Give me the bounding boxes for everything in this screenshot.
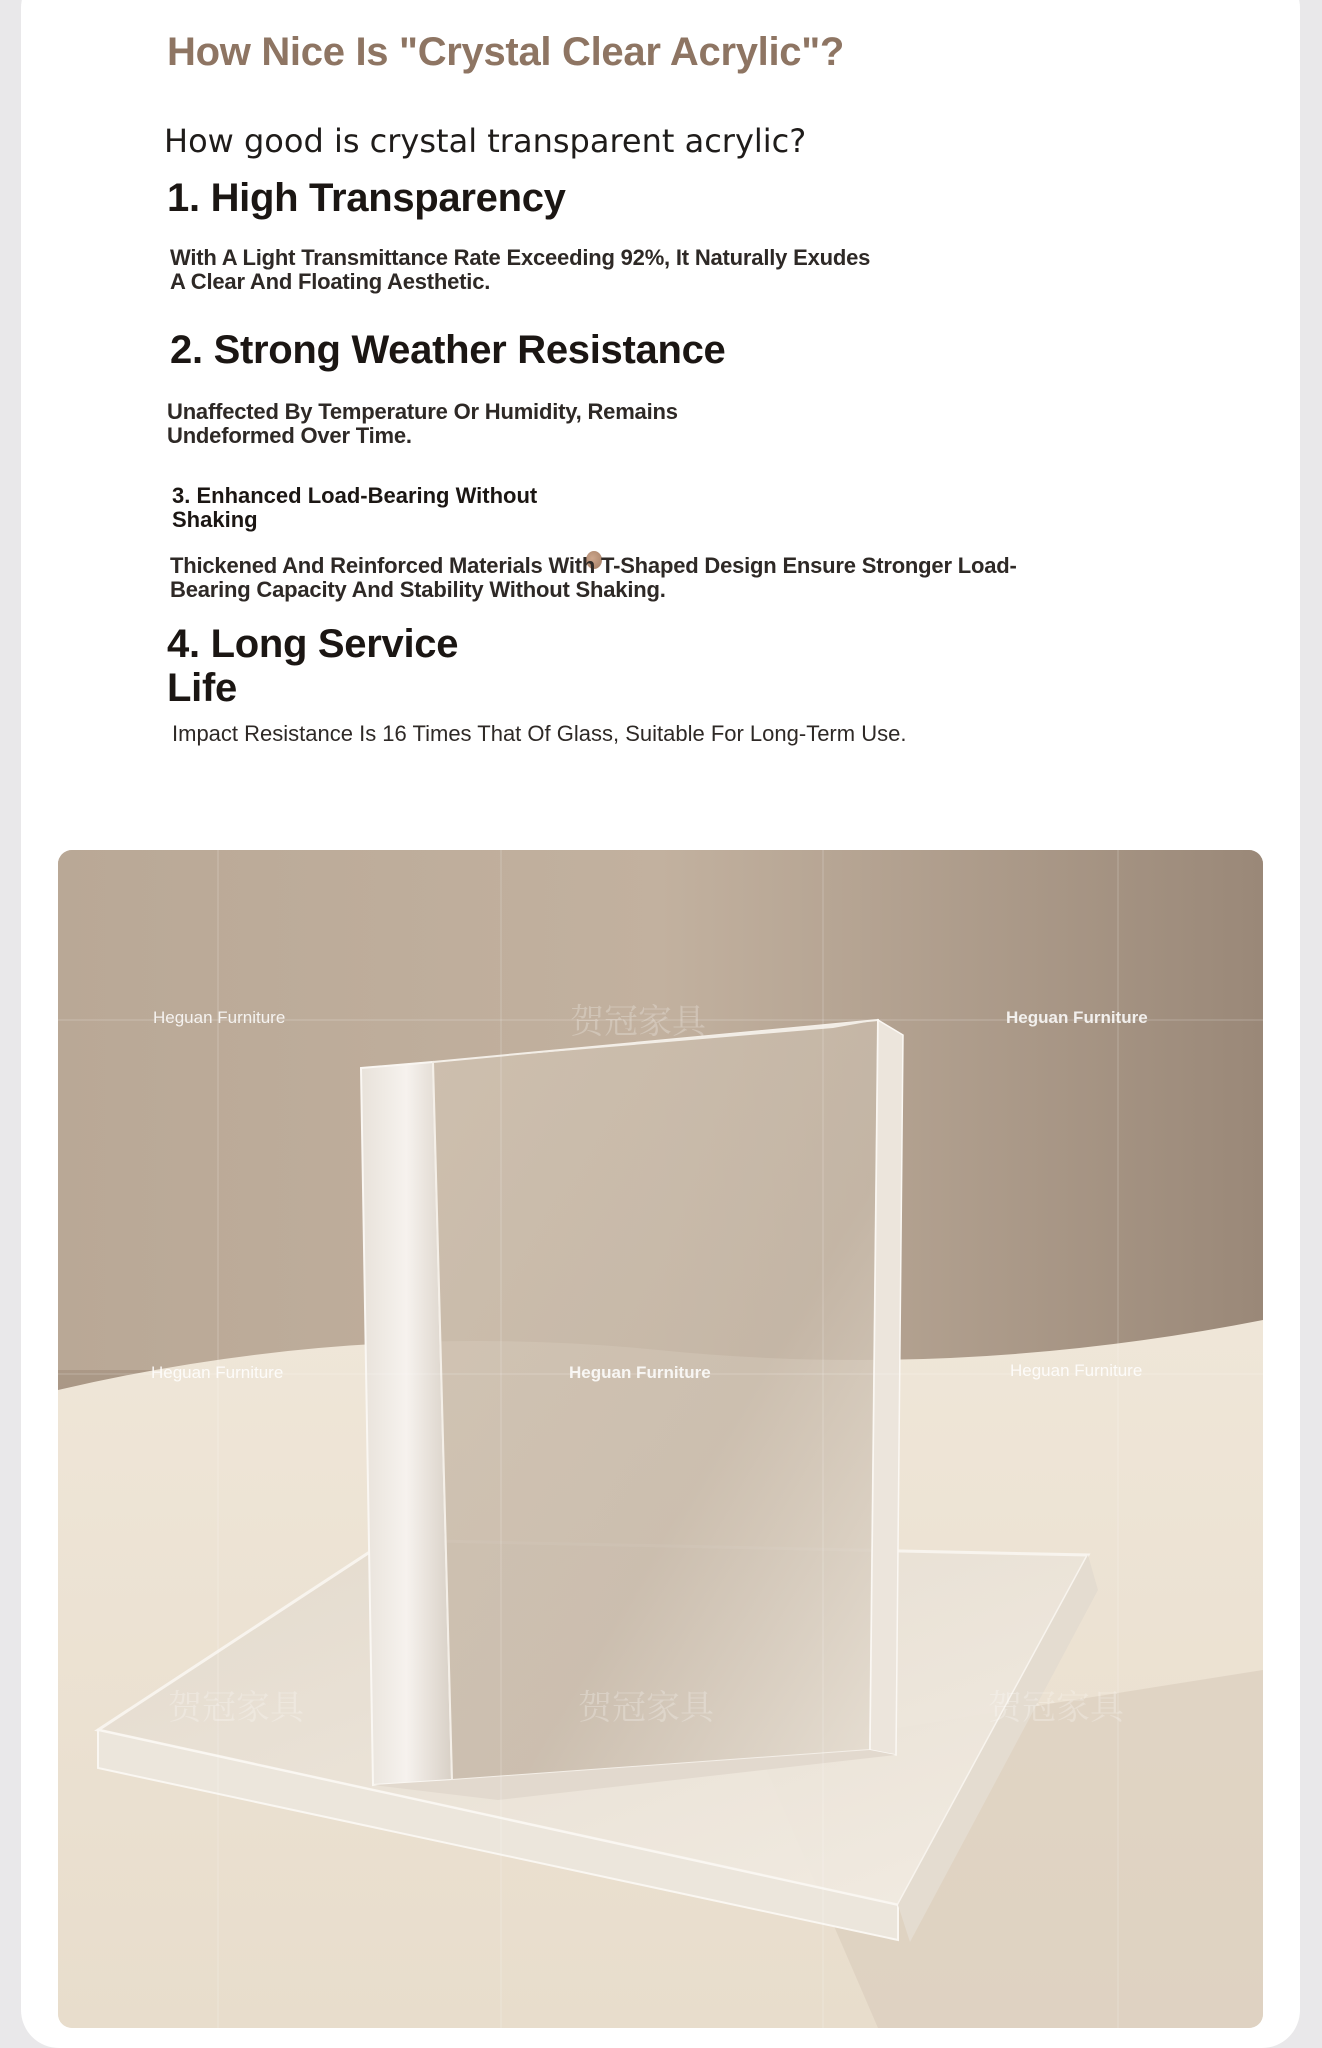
feature-3-heading: 3. Enhanced Load-Bearing Without Shaking	[172, 483, 538, 532]
feature-3-description: Thickened And Reinforced Materials With T-Shaped Design Ensure Stronger Load-Bearing Capacity And Stability Without Shaking.	[170, 553, 1017, 602]
section-title: How Nice Is "Crystal Clear Acrylic"?	[167, 30, 845, 74]
watermark-cn-text: 贺冠家具	[578, 1688, 714, 1728]
watermark-cn-text: 贺冠家具	[988, 1688, 1124, 1728]
watermark-text: Heguan Furniture	[1006, 1008, 1148, 1027]
feature-1-heading: 1. High Transparency	[167, 176, 566, 220]
feature-1-description: With A Light Transmittance Rate Exceeding 92%, It Naturally Exudes A Clear And Floating Aesthetic.	[170, 245, 871, 294]
watermark-cn-text: 贺冠家具	[168, 1688, 304, 1728]
watermark-text: Heguan Furniture	[1010, 1361, 1143, 1380]
watermark-text: Heguan Furniture	[151, 1363, 284, 1382]
feature-2-heading: 2. Strong Weather Resistance	[170, 328, 726, 372]
watermark-text: Heguan Furniture	[569, 1363, 711, 1382]
feature-4-description: Impact Resistance Is 16 Times That Of Glass, Suitable For Long-Term Use.	[172, 721, 907, 746]
section-subtitle: How good is crystal transparent acrylic?	[164, 122, 807, 160]
feature-4-heading: 4. Long Service Life	[167, 622, 459, 710]
watermark-text: Heguan Furniture	[153, 1008, 286, 1027]
acrylic-product-photo	[58, 850, 1263, 2028]
watermark-cn-text: 贺冠家具	[570, 1002, 706, 1042]
content-card	[21, 0, 1300, 2048]
feature-2-description: Unaffected By Temperature Or Humidity, Remains Undeformed Over Time.	[167, 399, 678, 448]
